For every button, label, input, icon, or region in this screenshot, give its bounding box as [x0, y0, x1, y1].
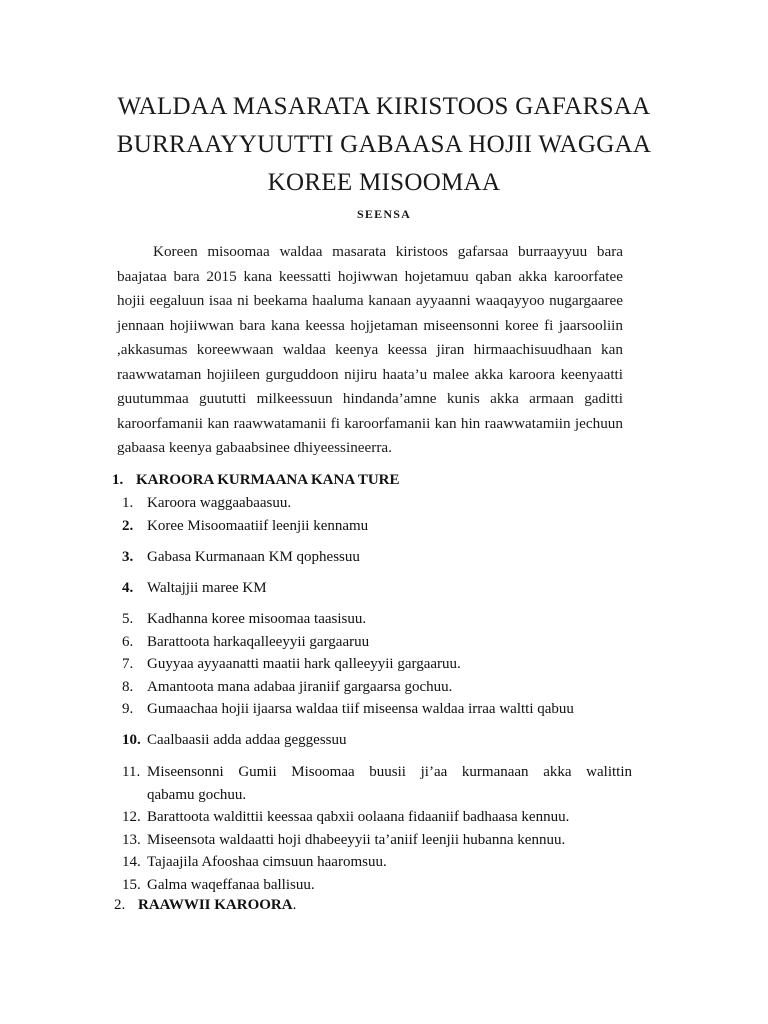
- list-item: [122, 806, 632, 829]
- section-1-heading: [112, 472, 400, 489]
- list-item: [122, 851, 632, 874]
- list-item-number: 11.: [122, 764, 141, 780]
- list-item-number: 10.: [122, 732, 141, 748]
- list-item-text: Caalbaasii adda addaa geggessuu: [147, 732, 347, 748]
- section-1-title: KAROORA KURMAANA KANA TURE: [136, 472, 400, 488]
- list-item-text: Barattoota harkaqalleeyyii gargaaruu: [147, 634, 370, 650]
- title-line-3: KOREE MISOOMAA: [267, 169, 501, 196]
- intro-paragraph: Koreen misoomaa waldaa masarata kiristoos gafarsaa burraayyuu bara baajataa bara 2015 kana keessatti hojiwwan hojetamuu qaban akka karoorfatee hojii eegaluun isaa ni beekama haaluma kanaan ayyaanni waaqayyoo nugargaaree jennaan hojiiwwan bara kana keessa hojjetaman miseensonni koree fi jaarsooliin ,akkasumas koreewwaan waldaa keenya keessa jiran hirmaachisuudhaan kan raawwataman hojiileen gurguddoon nijiru haata’u malee akka karoora keenyaatti guutummaa guututti milkeessuun hindanda’amne kunis akka armaan gaditti karoorfamanii kan raawwatamanii fi karoorfamanii kan hin raawwatamiin jechuun gabaasa keenya gabaabsinee dhiyeessineerra.: [117, 243, 623, 456]
- list-item-number: 14.: [122, 854, 141, 870]
- section-2-heading: [114, 897, 296, 914]
- list-item-text: Galma waqeffanaa ballisuu.: [147, 877, 315, 893]
- list-item-text: Koree Misoomaatiif leenjii kennamu: [147, 518, 369, 534]
- section-2-title: RAAWWII KAROORA: [138, 897, 293, 913]
- list-item-number: 12.: [122, 809, 141, 825]
- document-title: [0, 88, 768, 202]
- list-item-number: 4.: [122, 580, 134, 596]
- title-line-2: BURRAAYYUUTTI GABAASA HOJII WAGGAA: [116, 131, 652, 158]
- list-item-number: 3.: [122, 549, 134, 565]
- list-item: [122, 515, 632, 538]
- list-item: [122, 676, 632, 699]
- list-item-text: Barattoota waldittii keessaa qabxii oolaana fidaaniif badhaasa kennuu.: [147, 809, 570, 825]
- list-item-number: 13.: [122, 832, 141, 848]
- title-line-1: WALDAA MASARATA KIRISTOOS GAFARSAA: [117, 93, 651, 120]
- list-item: [122, 653, 632, 676]
- section-subtitle: SEENSA: [357, 207, 411, 221]
- list-item: [122, 631, 632, 654]
- list-item: [122, 608, 632, 631]
- list-item-text: Miseensota waldaatti hoji dhabeeyyii ta’aniif leenjii hubanna kennuu.: [147, 832, 566, 848]
- list-item-number: 6.: [122, 634, 134, 650]
- list-item: [122, 874, 632, 897]
- list-item-text: Karoora waggaabaasuu.: [147, 495, 292, 511]
- section-2-number: 2.: [114, 897, 126, 913]
- list-item-text: Guyyaa ayyaanatti maatii hark qalleeyyii gargaaruu.: [147, 656, 461, 672]
- list-item-number: 9.: [122, 701, 134, 717]
- list-item: [122, 729, 632, 752]
- list-item-number: 15.: [122, 877, 141, 893]
- list-item-number: 1.: [122, 495, 134, 511]
- list-item-number: 2.: [122, 518, 134, 534]
- list-item-text: Amantoota mana adabaa jiraniif gargaarsa gochuu.: [147, 679, 453, 695]
- section-1-number: 1.: [112, 472, 124, 488]
- list-item: [122, 577, 632, 600]
- section-2-period: .: [292, 897, 297, 913]
- list-item-number: 8.: [122, 679, 134, 695]
- list-item: [122, 761, 632, 806]
- list-item: [122, 492, 632, 515]
- list-item-text: Miseensonni Gumii Misoomaa buusii ji’aa kurmanaan akka walittin: [147, 764, 632, 780]
- list-item-continuation: qabamu gochuu.: [147, 786, 247, 803]
- list-item: [122, 546, 632, 569]
- list-item-text: Tajaajila Afooshaa cimsuun haaromsuu.: [147, 854, 387, 870]
- list-item-text: Waltajjii maree KM: [147, 580, 267, 596]
- list-item: [122, 829, 632, 852]
- list-item-text: Gumaachaa hojii ijaarsa waldaa tiif miseensa waldaa irraa waltti qabuu: [147, 701, 574, 717]
- list-item-number: 7.: [122, 656, 134, 672]
- list-item: [122, 698, 632, 721]
- list-item-text: Kadhanna koree misoomaa taasisuu.: [147, 611, 367, 627]
- list-item-text: Gabasa Kurmanaan KM qophessuu: [147, 549, 360, 565]
- list-item-number: 5.: [122, 611, 134, 627]
